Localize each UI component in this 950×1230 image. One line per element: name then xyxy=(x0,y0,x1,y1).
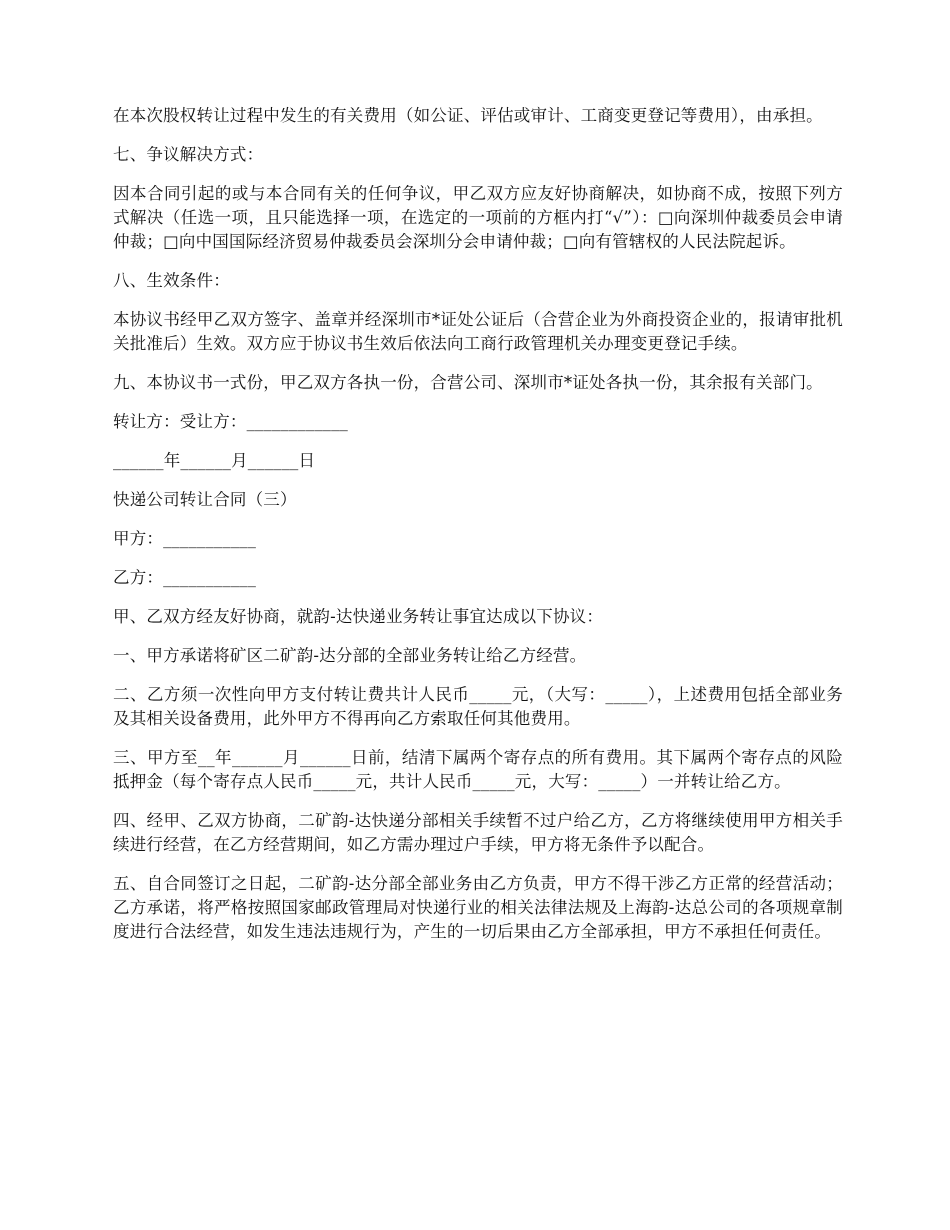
clause-4-paragraph: 四、经甲、乙双方协商，二矿韵-达快递分部相关手续暂不过户给乙方，乙方将继续使用甲方相关手续进行经营，在乙方经营期间，如乙方需办理过户手续，甲方将无条件予以配合。 xyxy=(113,811,843,854)
section-9-paragraph: 九、本协议书一式份，甲乙双方各执一份，合营公司、深圳市*证处各执一份，其余报有关部门。 xyxy=(113,373,823,392)
date-line: ______年______月______日 xyxy=(113,451,316,470)
section-8-heading: 八、生效条件： xyxy=(113,271,230,290)
party-b-line: 乙方：___________ xyxy=(113,568,257,587)
effective-conditions-paragraph: 本协议书经甲乙双方签字、盖章并经深圳市*证处公证后（合营企业为外商投资企业的，报请审批机关批准后）生效。双方应于协议书生效后依法向工商行政管理机关办理变更登记手续。 xyxy=(113,310,843,353)
signature-line: 转让方：受让方：____________ xyxy=(113,412,348,431)
clause-5-paragraph: 五、自合同签订之日起，二矿韵-达分部全部业务由乙方负责，甲方不得干涉乙方正常的经营活动；乙方承诺，将严格按照国家邮政管理局对快递行业的相关法律法规及上海韵-达总公司的各项规章制度进行合法经营，如发生违法违规行为，产生的一切后果由乙方全部承担，甲方不承担任何责任。 xyxy=(113,874,843,941)
clause-2-paragraph: 二、乙方须一次性向甲方支付转让费共计人民币_____元，（大写：_____），上述费用包括全部业务及其相关设备费用，此外甲方不得再向乙方索取任何其他费用。 xyxy=(113,685,843,728)
clause-1-paragraph: 一、甲方承诺将矿区二矿韵-达分部的全部业务转让给乙方经营。 xyxy=(113,646,587,665)
party-a-line: 甲方：___________ xyxy=(113,529,257,548)
section-7-heading: 七、争议解决方式： xyxy=(113,145,264,164)
dispute-resolution-paragraph: 因本合同引起的或与本合同有关的任何争议，甲乙双方应友好协商解决，如协商不成，按照下列方式解决（任选一项，且只能选择一项，在选定的一项前的方框内打“√”）：□向深圳仲裁委员会申请仲裁；□向中国国际经济贸易仲裁委员会深圳分会申请仲裁；□向有管辖权的人民法院起诉。 xyxy=(113,184,843,251)
agreement-intro-paragraph: 甲、乙双方经友好协商，就韵-达快递业务转让事宜达成以下协议： xyxy=(113,607,604,626)
fee-clause-paragraph: 在本次股权转让过程中发生的有关费用（如公证、评估或审计、工商变更登记等费用），由承担。 xyxy=(113,106,823,125)
contract-title: 快递公司转让合同（三） xyxy=(113,490,297,509)
clause-3-paragraph: 三、甲方至__年______月______日前，结清下属两个寄存点的所有费用。其下属两个寄存点的风险抵押金（每个寄存点人民币_____元，共计人民币_____元，大写：_____）一并转让给乙方。 xyxy=(113,748,843,791)
document-page xyxy=(113,104,843,959)
